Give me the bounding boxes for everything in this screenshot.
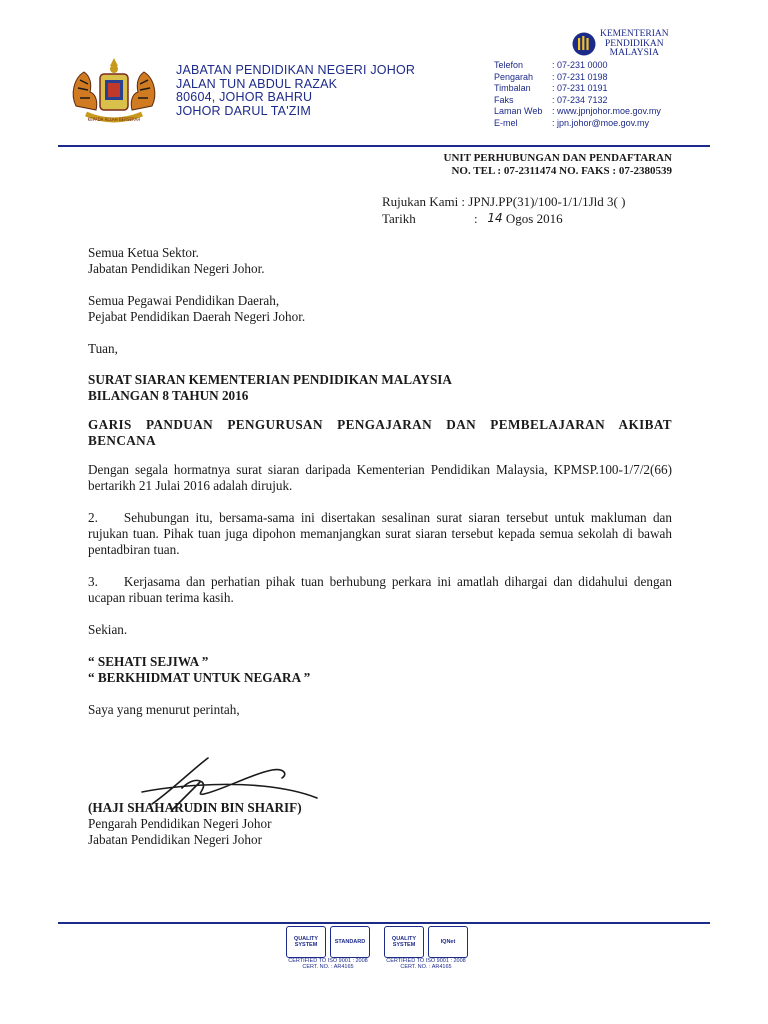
ministry-name bbox=[600, 30, 669, 59]
recipient-2-line-2: Pejabat Pendidikan Daerah Negeri Johor. bbox=[88, 309, 306, 324]
paragraph-2-text: Sehubungan itu, bersama-sama ini disertakan sesalinan surat siaran tersebut untuk makluman dan rujukan tuan. Pihak tuan juga dipohon memanjangkan surat siaran tersebut kepada semua sekolah di bawah pentadbiran tuan. bbox=[88, 510, 672, 557]
paragraph-1: Dengan segala hormatnya surat siaran daripada Kementerian Pendidikan Malaysia, KPMSP.100-1/7/2(66) bertarikh 21 Julai 2016 adalah dirujuk. bbox=[88, 462, 672, 493]
unit-block bbox=[444, 152, 672, 178]
unit-contact: NO. TEL : 07-2311474 NO. FAKS : 07-2380539 bbox=[451, 165, 672, 177]
johor-crest-logo bbox=[62, 56, 166, 128]
contact-row-telefon bbox=[494, 60, 661, 72]
standards-badge: STANDARD bbox=[330, 926, 370, 958]
unit-name: UNIT PERHUBUNGAN DAN PENDAFTARAN bbox=[443, 152, 672, 164]
contact-value: : jpn.johor@moe.gov.my bbox=[552, 117, 650, 128]
contact-value: : 07-231 0191 bbox=[552, 83, 608, 94]
certification-1 bbox=[286, 926, 370, 970]
reference-value: JPNJ.PP(31)/100-1/1/1Jld 3( ) bbox=[468, 194, 626, 209]
department-address bbox=[176, 64, 415, 118]
reference-block bbox=[382, 193, 625, 227]
letter-body bbox=[88, 245, 672, 718]
contact-value: : www.jpnjohor.moe.gov.my bbox=[552, 106, 661, 117]
subject-line-2: BILANGAN 8 TAHUN 2016 bbox=[88, 388, 249, 403]
contact-row-pengarah bbox=[494, 72, 661, 84]
recipient-1-line-2: Jabatan Pendidikan Negeri Johor. bbox=[88, 261, 265, 276]
contact-value: : 07-231 0000 bbox=[552, 60, 608, 70]
address-line-1: JALAN TUN ABDUL RAZAK bbox=[176, 76, 338, 91]
contact-label: Faks bbox=[494, 94, 514, 105]
sign-off: Saya yang menurut perintah, bbox=[88, 702, 240, 717]
footer-divider bbox=[58, 922, 710, 924]
date-row bbox=[382, 210, 625, 227]
contact-label: Laman Web bbox=[494, 106, 543, 117]
contact-label: Pengarah bbox=[494, 71, 534, 82]
contact-label: Timbalan bbox=[494, 83, 531, 94]
contact-label: E-mel bbox=[494, 117, 518, 128]
quality-system-badge: QUALITY SYSTEM bbox=[384, 926, 424, 958]
contact-row-faks bbox=[494, 95, 661, 107]
signatory-title: Pengarah Pendidikan Negeri Johor bbox=[88, 816, 272, 831]
date-handwritten-day: 14 bbox=[487, 211, 503, 225]
department-name: JABATAN PENDIDIKAN NEGERI JOHOR bbox=[176, 63, 416, 77]
iqnet-badge: IQNet bbox=[428, 926, 468, 958]
contact-value: : 07-234 7132 bbox=[552, 94, 608, 105]
paragraph-3 bbox=[88, 574, 672, 606]
contact-row-timbalan bbox=[494, 83, 661, 95]
cert-2-line-1: CERTIFIED TO ISO 9001 : 2008 bbox=[386, 958, 466, 964]
contact-value: : 07-231 0198 bbox=[552, 71, 608, 82]
crest-motto: KEPADA ALLAH BERSERAH bbox=[87, 117, 141, 122]
contact-label: Telefon bbox=[494, 60, 524, 70]
motto-1: “ SEHATI SEJIWA ” bbox=[88, 654, 209, 669]
ministry-line-2: PENDIDIKAN bbox=[605, 38, 664, 49]
paragraph-3-number: 3. bbox=[88, 574, 98, 589]
date-label: Tarikh bbox=[382, 211, 416, 226]
reference-row bbox=[382, 193, 625, 210]
recipient-1-line-1: Semua Ketua Sektor. bbox=[88, 245, 199, 260]
certification-2 bbox=[384, 926, 468, 970]
contact-details bbox=[494, 60, 661, 130]
subject-line-1: SURAT SIARAN KEMENTERIAN PENDIDIKAN MALAYSIA bbox=[88, 372, 452, 387]
ministry-line-1: KEMENTERIAN bbox=[600, 29, 669, 39]
contact-row-email bbox=[494, 118, 661, 130]
salutation: Tuan, bbox=[88, 341, 118, 356]
reference-label: Rujukan Kami : bbox=[382, 194, 466, 209]
quality-system-badge: QUALITY SYSTEM bbox=[286, 926, 326, 958]
signatory-department: Jabatan Pendidikan Negeri Johor bbox=[88, 832, 262, 847]
contact-row-website bbox=[494, 106, 661, 118]
cert-2-line-2: CERT. NO. : AR4165 bbox=[400, 964, 452, 970]
ministry-line-3: MALAYSIA bbox=[609, 48, 659, 58]
paragraph-3-text: Kerjasama dan perhatian pihak tuan berhubung perkara ini amatlah dihargai dan didahului dengan ucapan ribuan terima kasih. bbox=[88, 574, 672, 605]
date-separator: : bbox=[474, 211, 478, 226]
signatory-name: (HAJI SHAHARUDIN BIN SHARIF) bbox=[88, 800, 302, 815]
cert-1-line-1: CERTIFIED TO ISO 9001 : 2008 bbox=[288, 958, 368, 964]
paragraph-2 bbox=[88, 510, 672, 558]
subject-title: GARIS PANDUAN PENGURUSAN PENGAJARAN DAN PEMBELAJARAN AKIBAT BENCANA bbox=[88, 417, 672, 448]
header-divider bbox=[58, 145, 710, 147]
closing: Sekian. bbox=[88, 622, 128, 637]
address-line-3: JOHOR DARUL TA'ZIM bbox=[176, 103, 311, 118]
date-value: Ogos 2016 bbox=[505, 211, 563, 226]
paragraph-2-number: 2. bbox=[88, 510, 98, 525]
motto-2: “ BERKHIDMAT UNTUK NEGARA ” bbox=[88, 670, 311, 685]
cert-1-line-2: CERT. NO. : AR4165 bbox=[302, 964, 354, 970]
kpm-logo bbox=[572, 32, 596, 56]
recipient-2-line-1: Semua Pegawai Pendidikan Daerah, bbox=[88, 293, 280, 308]
address-line-2: 80604, JOHOR BAHRU bbox=[176, 90, 313, 104]
signatory-block bbox=[88, 800, 302, 848]
